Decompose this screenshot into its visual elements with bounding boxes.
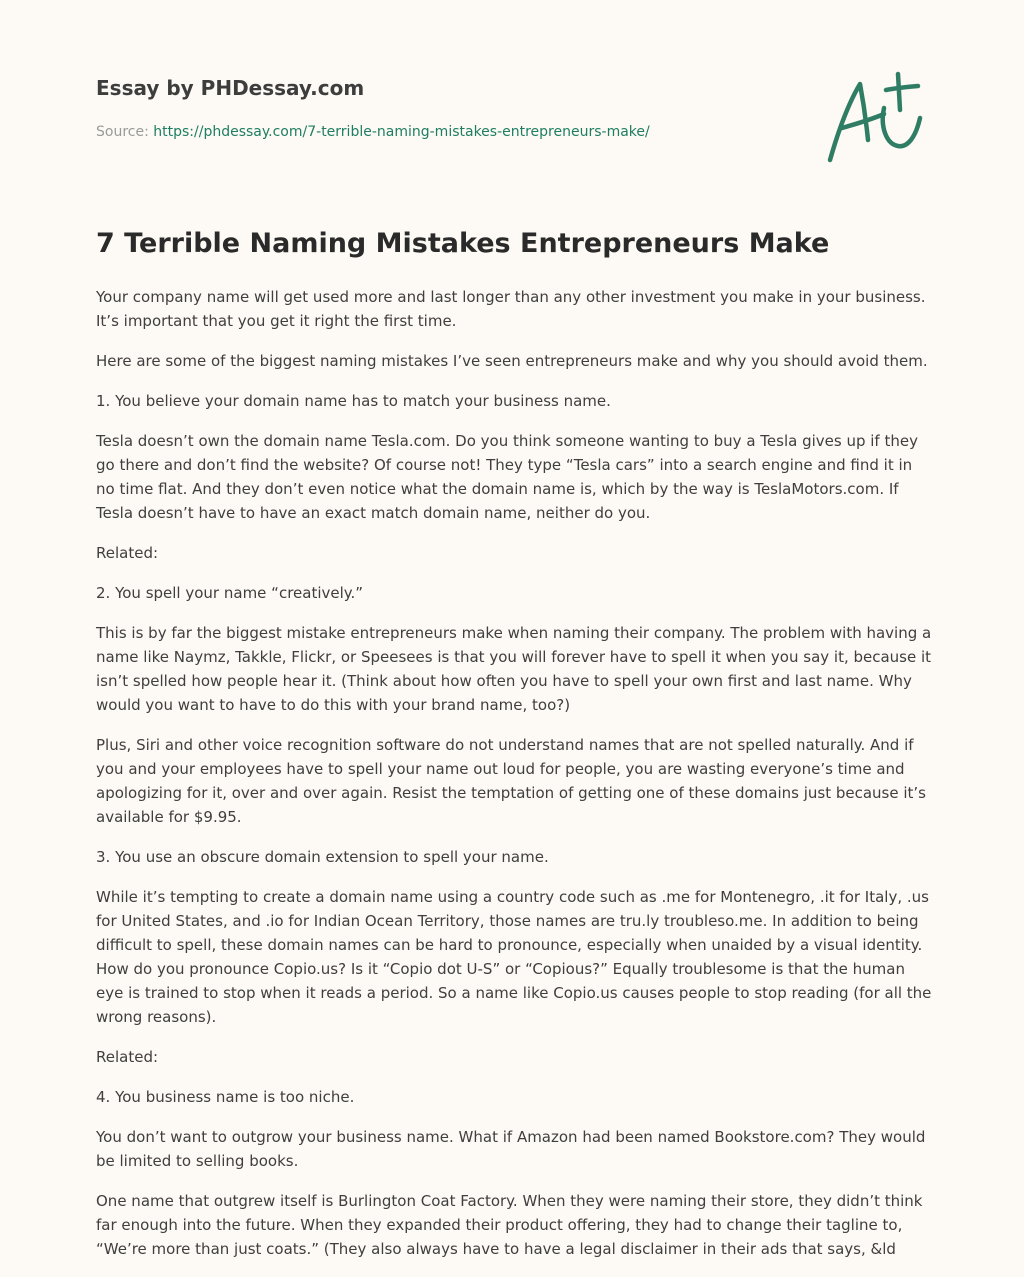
paragraph: Plus, Siri and other voice recognition software do not understand names that are not spelled naturally. And if you and your employees have to spell your name out loud for people, you are wasting everyone’s time and apologizing for it, over and over again. Resist the temptation of getting one of these domains just because it’s available for $9.95. xyxy=(96,736,926,826)
a-plus-logo-icon xyxy=(824,70,928,166)
paragraph: Related: xyxy=(96,544,159,562)
page-header xyxy=(96,76,928,186)
paragraph: Here are some of the biggest naming mistakes I’ve seen entrepreneurs make and why you should avoid them. xyxy=(96,352,928,370)
paragraph: 3. You use an obscure domain extension to spell your name. xyxy=(96,848,549,866)
paragraph: 1. You believe your domain name has to match your business name. xyxy=(96,392,611,410)
paragraph: This is by far the biggest mistake entrepreneurs make when naming their company. The problem with having a name like Naymz, Takkle, Flickr, or Speesees is that you will forever have to spell it when you say it, because it isn’t spelled how people hear it. (Think about how often you have to spell your own first and last name. Why would you want to have to do this with your brand name, too?) xyxy=(96,624,932,714)
paragraph: Related: xyxy=(96,1048,159,1066)
paragraph: 4. You business name is too niche. xyxy=(96,1088,355,1106)
source-label: Source: xyxy=(96,124,154,140)
source-link[interactable]: https://phdessay.com/7-terrible-naming-mistakes-entrepreneurs-make/ xyxy=(153,124,650,140)
article-title: 7 Terrible Naming Mistakes Entrepreneurs Make xyxy=(96,228,830,259)
paragraph: You don’t want to outgrow your business name. What if Amazon had been named Bookstore.com? They would be limited to selling books. xyxy=(96,1128,926,1170)
site-title: Essay by PHDessay.com xyxy=(96,76,365,100)
paragraph: Your company name will get used more and last longer than any other investment you make in your business. It’s important that you get it right the first time. xyxy=(96,288,926,330)
paragraph: One name that outgrew itself is Burlington Coat Factory. When they were naming their store, they didn’t think far enough into the future. When they expanded their product offering, they had to change their tagline to, “We’re more than just coats.” (They also always have to have a legal disclaimer in their ads that says, &ld xyxy=(96,1192,923,1258)
source-line xyxy=(96,124,650,140)
paragraph: While it’s tempting to create a domain name using a country code such as .me for Montenegro, .it for Italy, .us for United States, and .io for Indian Ocean Territory, those names are tru.ly troubleso.me. In addition to being difficult to spell, these domain names can be hard to pronounce, especially when unaided by a visual identity. How do you pronounce Copio.us? Is it “Copio dot U-S” or “Copious?” Equally troublesome is that the human eye is trained to stop when it reads a period. So a name like Copio.us causes people to stop reading (for all the wrong reasons). xyxy=(96,888,932,1026)
paragraph: Tesla doesn’t own the domain name Tesla.com. Do you think someone wanting to buy a Tesla gives up if they go there and don’t find the website? Of course not! They type “Tesla cars” into a search engine and find it in no time flat. And they don’t even notice what the domain name is, which by the way is TeslaMotors.com. If Tesla doesn’t have to have an exact match domain name, neither do you. xyxy=(96,432,918,522)
paragraph: 2. You spell your name “creatively.” xyxy=(96,584,364,602)
article-body xyxy=(96,285,934,1277)
